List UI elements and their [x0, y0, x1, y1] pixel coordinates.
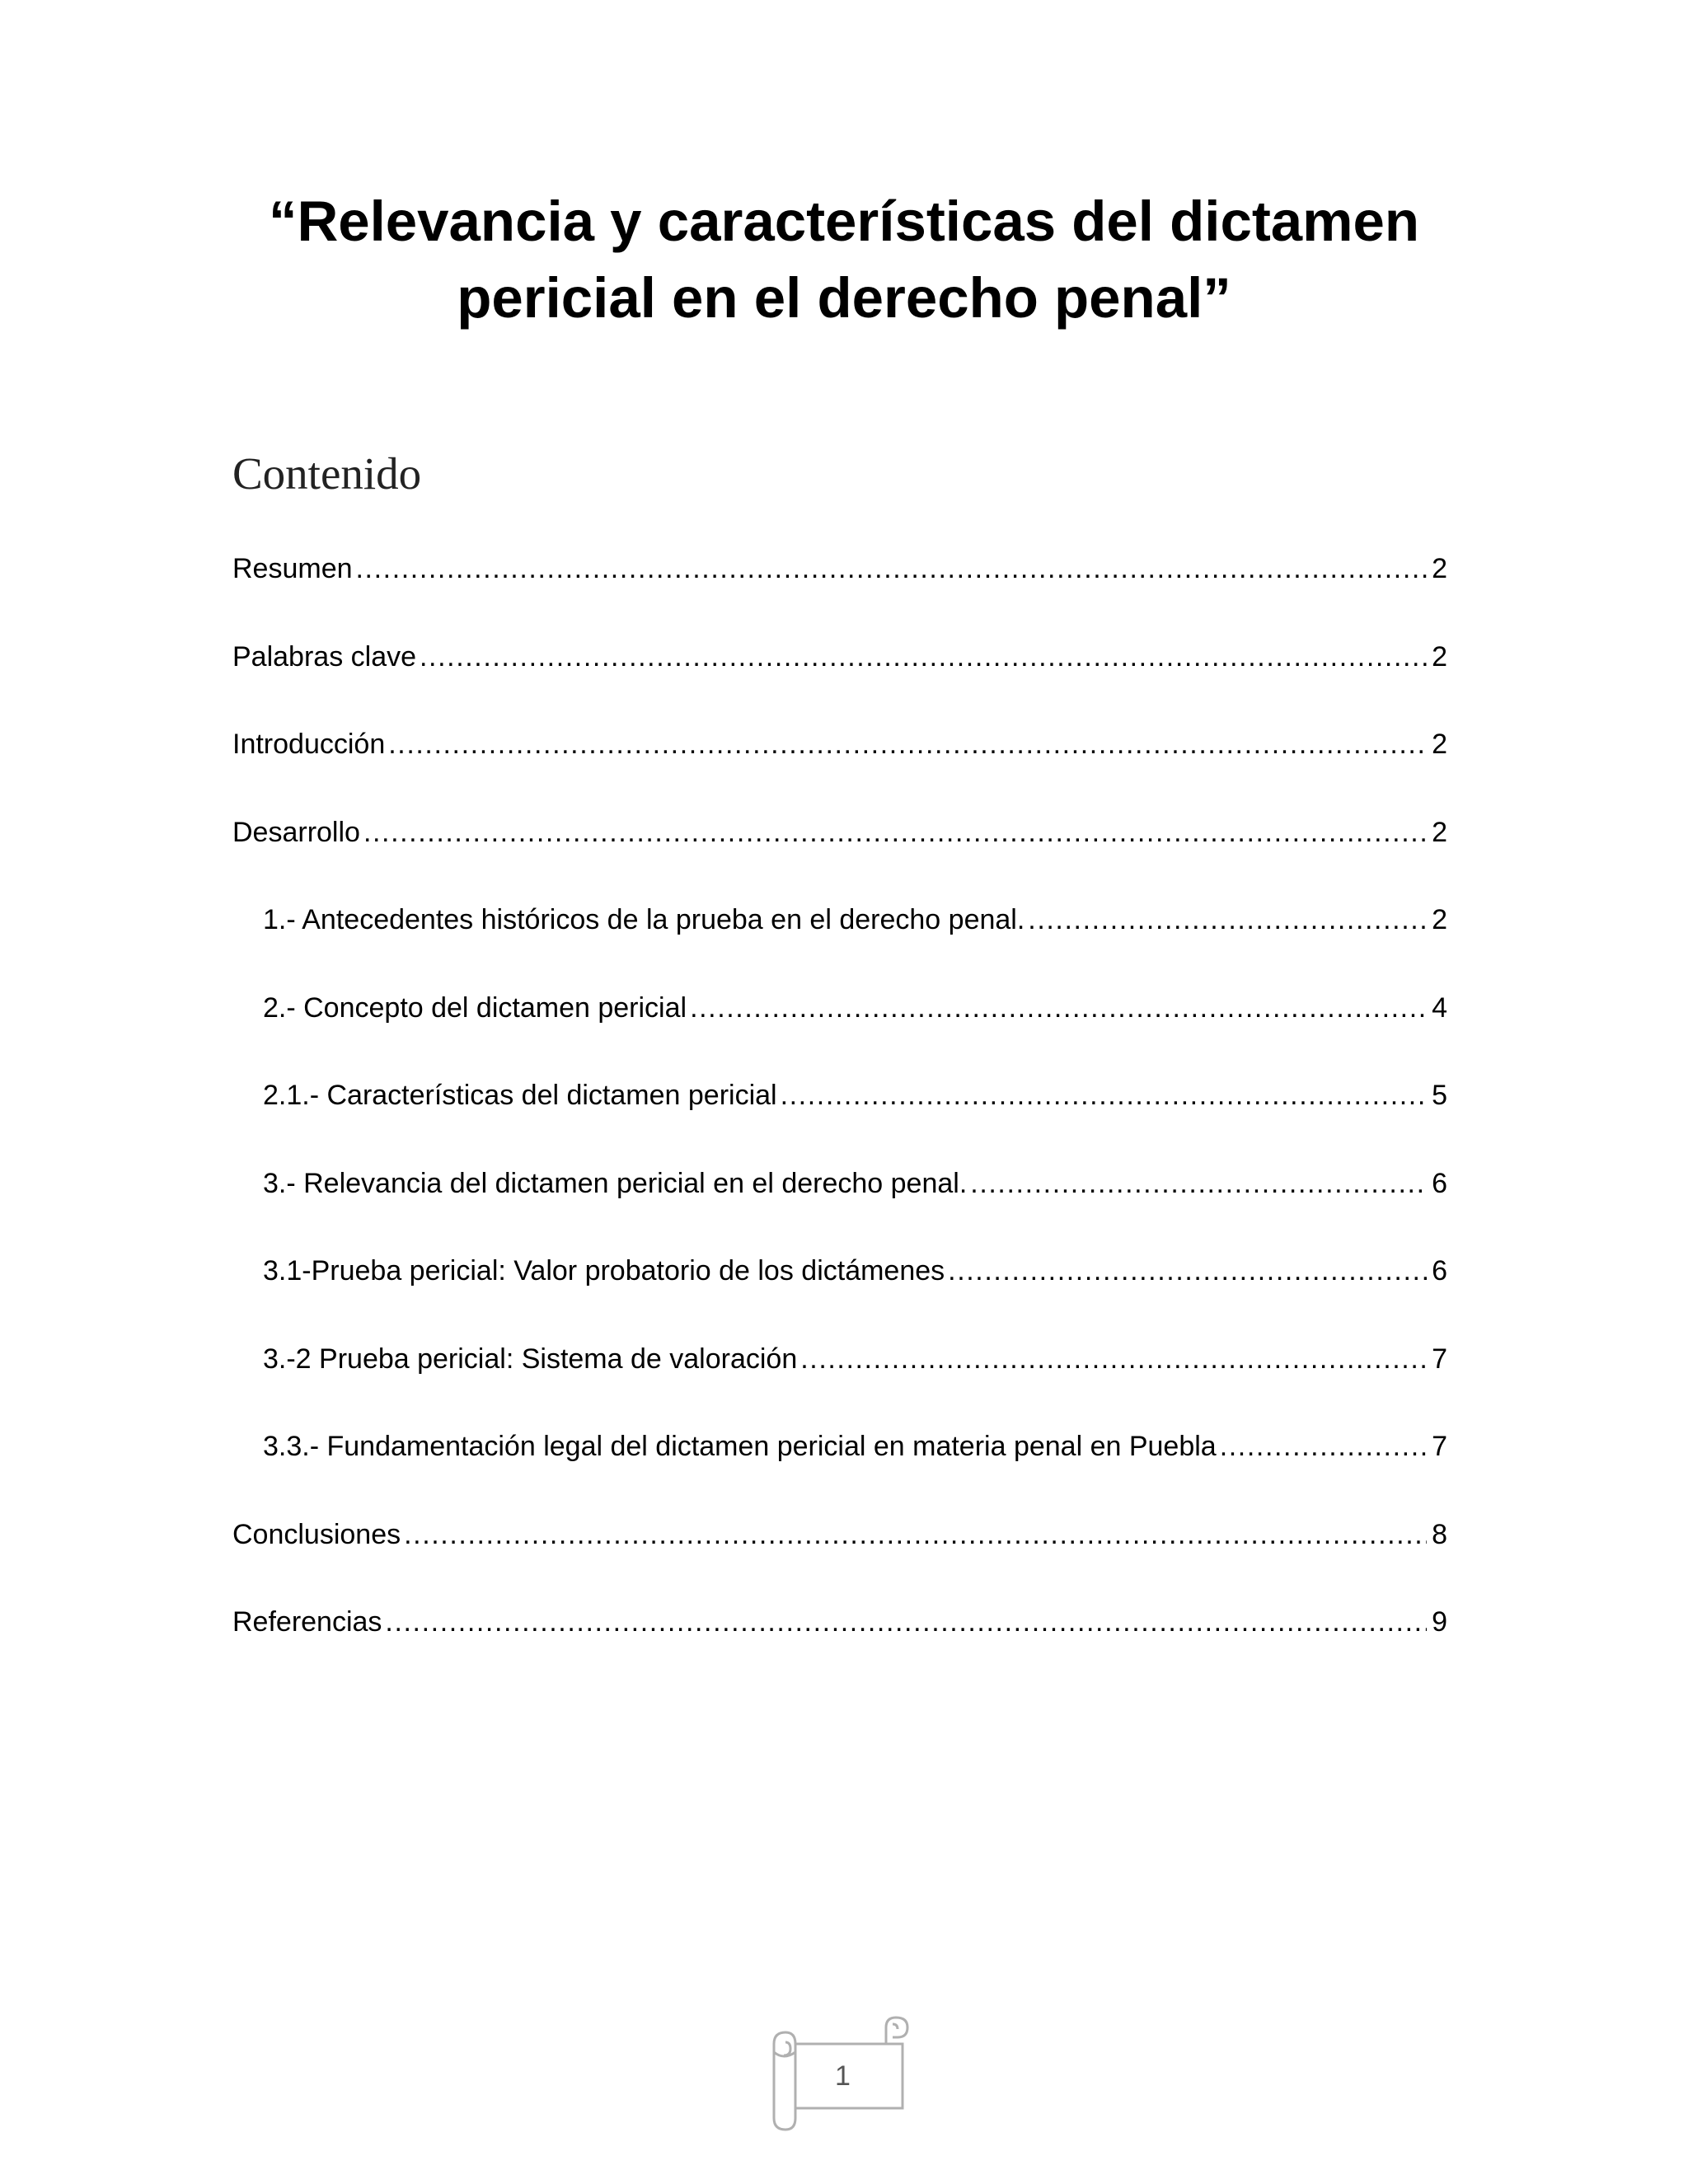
toc-entry-label: Palabras clave [232, 640, 417, 673]
toc-entry-label: 3.- Relevancia del dictamen pericial en el derecho penal. [263, 1167, 968, 1199]
toc-dot-leader [1028, 895, 1427, 944]
toc-dot-leader [800, 1334, 1427, 1384]
toc-entry-label: 3.-2 Prueba pericial: Sistema de valoración [263, 1343, 798, 1375]
toc-entry-label: 2.1.- Características del dictamen pericial [263, 1080, 777, 1111]
toc-entry-fundamentacion[interactable] [232, 1422, 1447, 1510]
toc-dot-leader [970, 1159, 1427, 1208]
toc-entry-introduccion[interactable] [232, 719, 1447, 808]
toc-entry-page: 5 [1432, 1080, 1447, 1111]
toc-dot-leader [363, 808, 1427, 857]
toc-entry-label: Conclusiones [232, 1518, 401, 1550]
toc-entry-page: 2 [1432, 904, 1447, 935]
document-title [0, 183, 1688, 336]
toc-entry-label: Introducción [232, 729, 386, 760]
toc-entry-label: 3.1-Prueba pericial: Valor probatorio de los dictámenes [263, 1255, 945, 1286]
toc-entry-page: 4 [1432, 991, 1447, 1024]
toc-entry-conclusiones[interactable] [232, 1510, 1447, 1598]
toc-entry-concepto[interactable] [232, 983, 1447, 1071]
toc-dot-leader [404, 1510, 1427, 1559]
toc-entry-page: 7 [1432, 1431, 1447, 1462]
toc-entry-sistema-valoracion[interactable] [232, 1334, 1447, 1422]
toc-entry-palabras-clave[interactable] [232, 632, 1447, 720]
toc-entry-page: 6 [1432, 1167, 1447, 1199]
toc-entry-label: Resumen [232, 553, 353, 584]
toc-entry-page: 2 [1432, 816, 1447, 848]
toc-entry-desarrollo[interactable] [232, 808, 1447, 896]
toc-entry-caracteristicas[interactable] [232, 1071, 1447, 1159]
toc-entry-label: Desarrollo [232, 816, 360, 848]
toc-dot-leader [948, 1246, 1427, 1296]
toc-entry-label: 3.3.- Fundamentación legal del dictamen pericial en materia penal en Puebla [263, 1431, 1217, 1462]
toc-entry-antecedentes[interactable] [232, 895, 1447, 983]
toc-entry-resumen[interactable] [232, 544, 1447, 632]
toc-entry-page: 9 [1432, 1606, 1447, 1638]
document-title-line-2: pericial en el derecho penal” [457, 266, 1231, 330]
toc-dot-leader [781, 1071, 1427, 1120]
toc-dot-leader [690, 983, 1427, 1033]
toc-dot-leader [356, 544, 1428, 593]
toc-entry-valor-probatorio[interactable] [232, 1246, 1447, 1334]
toc-heading: Contenido [232, 448, 422, 499]
toc-entry-label: 2.- Concepto del dictamen pericial [263, 991, 687, 1024]
toc-dot-leader [385, 1597, 1427, 1647]
toc-entry-label: 1.- Antecedentes históricos de la prueba en el derecho penal. [263, 904, 1025, 935]
toc-dot-leader [420, 632, 1427, 682]
toc-dot-leader [1220, 1422, 1427, 1471]
toc-entry-label: Referencias [232, 1606, 382, 1638]
page-number: 1 [835, 2060, 851, 2092]
toc-dot-leader [388, 719, 1427, 769]
toc-entry-page: 2 [1432, 729, 1447, 760]
toc-entry-page: 2 [1432, 553, 1447, 584]
toc-entry-page: 7 [1432, 1343, 1447, 1375]
toc-entry-referencias[interactable] [232, 1597, 1447, 1685]
toc-entry-relevancia[interactable] [232, 1159, 1447, 1247]
document-title-line-1: “Relevancia y características del dictamen [268, 190, 1420, 253]
toc-entry-page: 2 [1432, 640, 1447, 673]
page-number-footer [762, 2011, 923, 2135]
table-of-contents [232, 544, 1447, 1685]
toc-entry-page: 8 [1432, 1518, 1447, 1550]
toc-entry-page: 6 [1432, 1255, 1447, 1286]
